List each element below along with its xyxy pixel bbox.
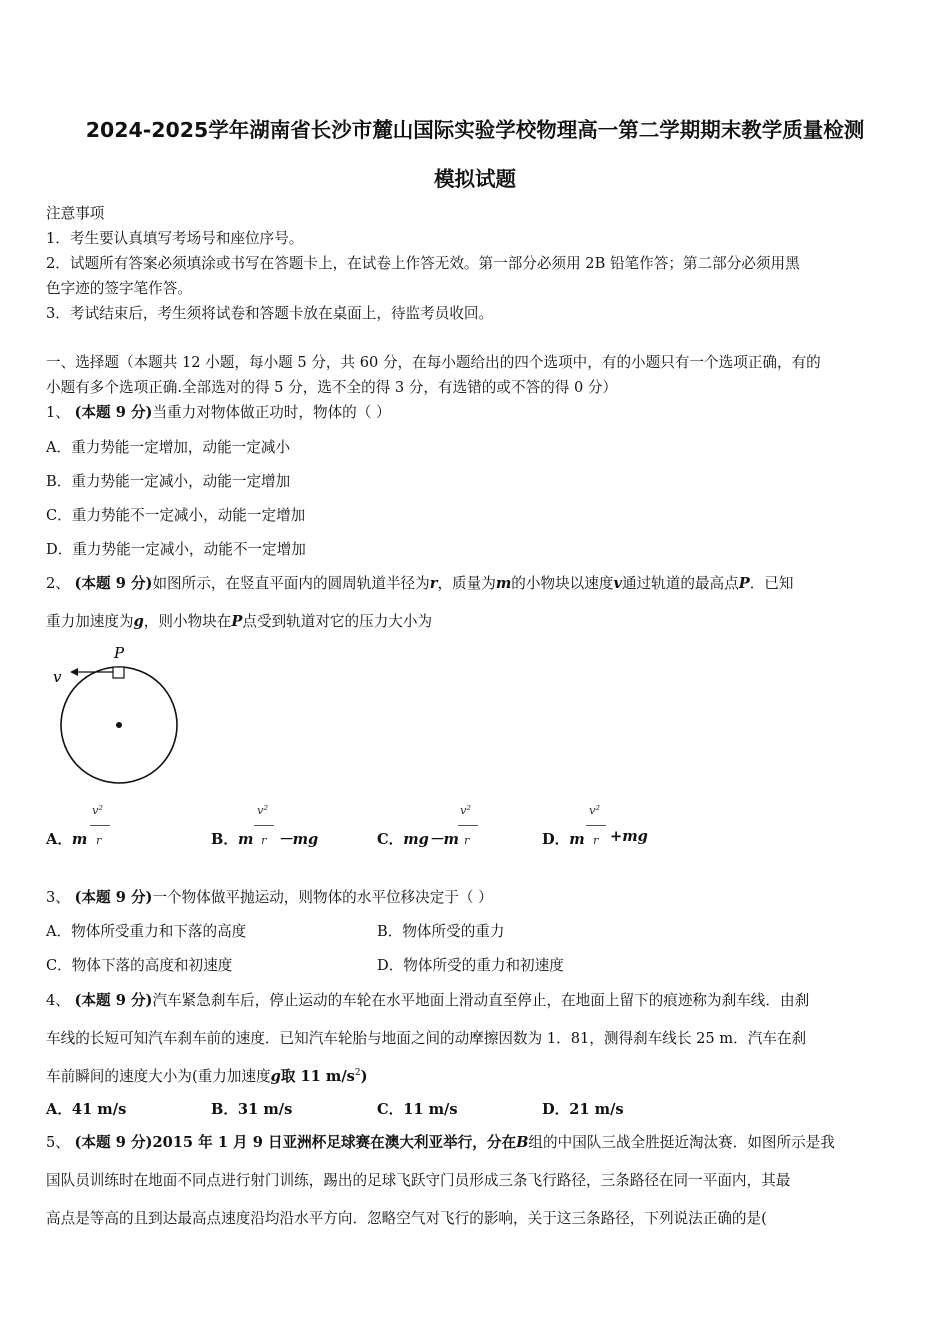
question-text: 通过轨道的最高点: [621, 575, 739, 592]
question-text: 取 11 m/s: [280, 1068, 355, 1085]
question-3-option-a: A．物体所受重力和下落的高度: [46, 923, 247, 940]
question-3-option-c: C．物体下落的高度和初速度: [46, 957, 233, 974]
question-text: 重力加速度为: [46, 613, 134, 630]
question-2-stem-cont: [46, 610, 432, 631]
question-score: (本题 9 分): [74, 575, 153, 592]
question-text: 如图所示，在竖直平面内的圆周轨道半径为: [152, 575, 430, 592]
fraction-numerator: v²: [589, 803, 601, 817]
option-label: D．: [542, 831, 570, 848]
question-4-option-c: C．11 m/s: [377, 1101, 458, 1118]
notice-item: 1．考生要认真填写考场号和座位序号。: [46, 230, 304, 247]
notice-item: 2．试题所有答案必须填涂或书写在答题卡上，在试卷上作答无效。第一部分必须用 2B 铅笔作答；第二部分必须用黑: [46, 255, 800, 272]
question-4-option-b: B．31 m/s: [211, 1101, 293, 1118]
question-text: ．已知: [749, 575, 794, 592]
question-5-stem: [46, 1131, 835, 1152]
block-p: [113, 667, 124, 678]
fraction-bar: [254, 825, 274, 826]
question-4-option-d: D．21 m/s: [542, 1101, 624, 1118]
question-number: 5、: [46, 1134, 70, 1151]
exam-title-line1: 2024-2025学年湖南省长沙市麓山国际实验学校物理高一第二学期期末教学质量检测: [85, 118, 865, 142]
question-4-stem: [46, 989, 809, 1010]
question-2-stem: [46, 572, 794, 593]
option-expr: m: [237, 831, 254, 848]
question-1-option-b: B．重力势能一定减小，动能一定增加: [46, 473, 291, 490]
question-text: 一个物体做平抛运动，则物体的水平位移决定于（ ）: [152, 889, 493, 906]
fraction-bar: [458, 825, 478, 826]
exam-title-line2: 模拟试题: [434, 167, 516, 191]
question-number: 3、: [46, 889, 70, 906]
symbol-m: m: [495, 575, 512, 592]
notice-heading: 注意事项: [46, 205, 105, 222]
question-text: ): [360, 1068, 368, 1085]
symbol-b: B: [516, 1134, 529, 1151]
notice-item: 色字迹的签字笔作答。: [46, 280, 192, 297]
section-instructions: 小题有多个选项正确.全部选对的得 5 分，选不全的得 3 分，有选错的或不答的得 0 分）: [46, 379, 618, 396]
label-v: v: [53, 668, 62, 686]
question-text: ，则小物块在: [143, 613, 232, 630]
option-expr: m: [569, 831, 585, 848]
option-label: B．: [211, 831, 238, 848]
fraction-denominator: r: [593, 833, 599, 847]
question-score: (本题 9 分): [74, 889, 153, 906]
question-text: ，质量为: [437, 575, 496, 592]
option-expr: +mg: [610, 828, 648, 845]
section-instructions: 一、选择题（本题共 12 小题，每小题 5 分，共 60 分，在每小题给出的四个选项中，有的小题只有一个选项正确，有的: [46, 354, 821, 371]
fraction-denominator: r: [464, 833, 470, 847]
question-1-option-a: A．重力势能一定增加，动能一定减小: [46, 439, 291, 456]
question-text: 汽车紧急刹车后，停止运动的车轮在水平地面上滑动直至停止，在地面上留下的痕迹称为刹车线．由刹: [152, 992, 810, 1009]
question-3-option-b: B．物体所受的重力: [377, 923, 505, 940]
question-number: 4、: [46, 992, 70, 1009]
fraction-numerator: v²: [257, 803, 269, 817]
question-3-stem: [46, 886, 493, 907]
question-3-option-d: D．物体所受的重力和初速度: [377, 957, 564, 974]
question-2-option-c: [377, 828, 459, 849]
circle-center-dot: [116, 722, 122, 728]
option-expr: m: [71, 831, 88, 848]
symbol-g: g: [270, 1068, 281, 1085]
superscript: 2: [354, 1068, 361, 1079]
symbol-g: g: [133, 613, 144, 630]
symbol-v: v: [613, 575, 622, 592]
circular-track-figure: [40, 638, 200, 798]
fraction-numerator: v²: [460, 803, 472, 817]
fraction-denominator: r: [261, 833, 267, 847]
question-2-option-d: [542, 828, 585, 849]
question-text: 点受到轨道对它的压力大小为: [242, 613, 433, 630]
label-p: P: [114, 644, 125, 662]
question-2-option-b: [211, 828, 253, 849]
question-5-stem-cont: 高点是等高的且到达最高点速度沿均沿水平方向．忽略空气对飞行的影响，关于这三条路径，下列说法正确的是(: [46, 1210, 767, 1227]
question-number: 2、: [46, 575, 70, 592]
symbol-r: r: [429, 575, 438, 592]
question-text: 的小物块以速度: [511, 575, 614, 592]
question-text: 2015 年 1 月 9 日亚洲杯足球赛在澳大利亚举行，分在: [152, 1134, 517, 1151]
question-text: 组的中国队三战全胜挺近淘汰赛．如图所示是我: [528, 1134, 835, 1151]
fraction-bar: [586, 825, 606, 826]
option-label: A．: [46, 831, 72, 848]
fraction-numerator: v²: [92, 803, 104, 817]
fraction-bar: [90, 825, 110, 826]
option-label: C．: [377, 831, 404, 848]
question-1-option-d: D．重力势能一定减小，动能不一定增加: [46, 541, 306, 558]
fraction-denominator: r: [96, 833, 102, 847]
question-1-stem: [46, 401, 391, 422]
question-4-option-a: A．41 m/s: [46, 1101, 127, 1118]
question-text: 当重力对物体做正功时，物体的（ ）: [152, 404, 391, 421]
question-text: 车前瞬间的速度大小为(重力加速度: [46, 1068, 271, 1085]
velocity-arrowhead: [70, 668, 78, 676]
option-expr: －mg: [278, 831, 319, 848]
question-4-stem-cont: [46, 1065, 368, 1086]
symbol-p: P: [231, 613, 243, 630]
question-1-option-c: C．重力势能不一定减小，动能一定增加: [46, 507, 306, 524]
question-4-stem-cont: 车线的长短可知汽车刹车前的速度．已知汽车轮胎与地面之间的动摩擦因数为 1．81，测得刹车线长 25 m．汽车在刹: [46, 1030, 807, 1047]
question-number: 1、: [46, 404, 70, 421]
question-5-stem-cont: 国队员训练时在地面不同点进行射门训练，踢出的足球飞跃守门员形成三条飞行路径，三条路径在同一平面内，其最: [46, 1172, 791, 1189]
notice-item: 3．考试结束后，考生须将试卷和答题卡放在桌面上，待监考员收回。: [46, 305, 494, 322]
symbol-p: P: [738, 575, 750, 592]
question-score: (本题 9 分): [74, 1134, 153, 1151]
question-2-option-a: [46, 828, 87, 849]
question-score: (本题 9 分): [74, 404, 153, 421]
question-score: (本题 9 分): [74, 992, 153, 1009]
option-expr: mg－m: [403, 831, 459, 848]
